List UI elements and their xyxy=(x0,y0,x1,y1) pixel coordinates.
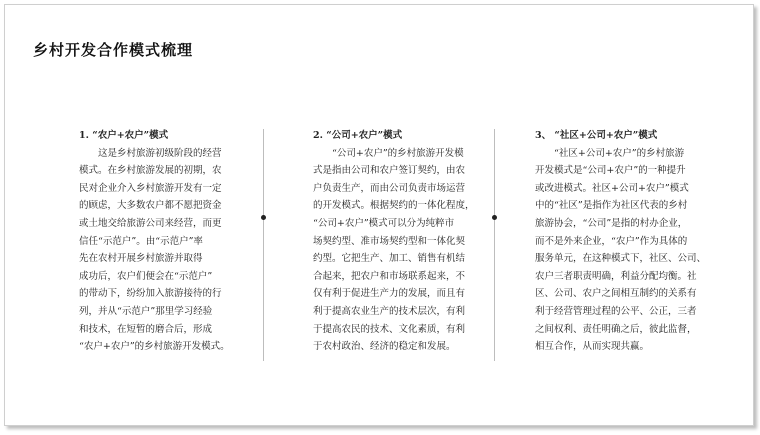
body-line: 式是指由公司和农户签订契约，由农 xyxy=(313,165,466,177)
body-line: 列，并从“示范户”那里学习经验 xyxy=(79,305,213,317)
body-line: 合起来，把农户和市场联系起来，不 xyxy=(313,270,466,282)
body-line: 场契约型、准市场契约型和一体化契 xyxy=(313,235,466,247)
body-line: 利于经营管理过程的公平、公正，三者 xyxy=(535,305,697,317)
divider-dot xyxy=(261,215,266,220)
body-line: 利于提高农业生产的技术层次，有利 xyxy=(313,305,466,317)
slide xyxy=(4,4,754,426)
column-heading: 2. “公司+农户”模式 xyxy=(313,130,403,141)
body-line: 相互合作，从而实现共赢。 xyxy=(535,341,650,353)
slide-title: 乡村开发合作模式梳理 xyxy=(33,41,194,59)
column-heading: 1. “农户+农户”模式 xyxy=(79,130,169,141)
body-line: 于提高农民的技术、文化素质，有利 xyxy=(313,323,466,335)
body-line: 旅游协会，“公司”是指的村办企业， xyxy=(535,217,688,229)
body-line: 而不是外来企业，“农户”作为具体的 xyxy=(535,235,688,247)
body-line: 信任“示范户”。由“示范户”率 xyxy=(79,235,203,247)
column-heading: 3、 “社区+公司+农户”模式 xyxy=(535,130,658,141)
body-line: “农户+农户”的乡村旅游开发模式。 xyxy=(79,341,230,353)
body-line: “公司+农户”模式可以分为纯粹市 xyxy=(313,217,455,229)
body-line: 成功后，农户们便会在“示范户” xyxy=(79,270,213,282)
body-line: “公司+农户”的乡村旅游开发模 xyxy=(313,147,464,159)
body-line: 中的“社区”是指作为社区代表的乡村 xyxy=(535,200,688,212)
body-line: 这是乡村旅游初级阶段的经营 xyxy=(79,147,222,159)
column-divider xyxy=(494,129,495,361)
body-line: 开发模式是“公司+农户”的一种提升 xyxy=(535,165,686,177)
body-line: 户负责生产，而由公司负责市场运营 xyxy=(313,182,466,194)
column-company-farmer xyxy=(313,127,481,356)
body-line: 的顾虑，大多数农户都不愿把资金 xyxy=(79,200,222,212)
body-line: 模式。在乡村旅游发展的初期，农 xyxy=(79,165,222,177)
body-line: 的开发模式。根据契约的一体化程度， xyxy=(313,200,475,212)
divider-dot xyxy=(492,215,497,220)
body-line: 仅有利于促进生产力的发展，而且有 xyxy=(313,288,466,300)
body-line: 或改进模式。社区+公司+农户”模式 xyxy=(535,182,689,194)
body-line: 之间权利、责任明确之后，彼此监督， xyxy=(535,323,697,335)
body-line: 农户三者职责明确，利益分配均衡。社 xyxy=(535,270,697,282)
body-line: 的带动下，纷纷加入旅游接待的行 xyxy=(79,288,222,300)
body-line: 约型。它把生产、加工、销售有机结 xyxy=(313,253,466,265)
body-line: 和技术，在短暂的磨合后，形成 xyxy=(79,323,213,335)
column-community-company-farmer xyxy=(535,127,707,356)
body-line: 先在农村开展乡村旅游并取得 xyxy=(79,253,203,265)
body-line: 服务单元，在这种模式下，社区、公司、 xyxy=(535,253,707,265)
body-line: 或土地交给旅游公司来经营，而更 xyxy=(79,217,222,229)
body-line: 区、公司、农户之间相互制约的关系有 xyxy=(535,288,697,300)
column-farmer-farmer xyxy=(79,127,247,356)
body-line: 于农村政治、经济的稳定和发展。 xyxy=(313,341,456,353)
body-line: “社区+公司+农户”的乡村旅游 xyxy=(535,147,685,159)
column-divider xyxy=(263,129,264,361)
body-line: 民对企业介入乡村旅游开发有一定 xyxy=(79,182,222,194)
